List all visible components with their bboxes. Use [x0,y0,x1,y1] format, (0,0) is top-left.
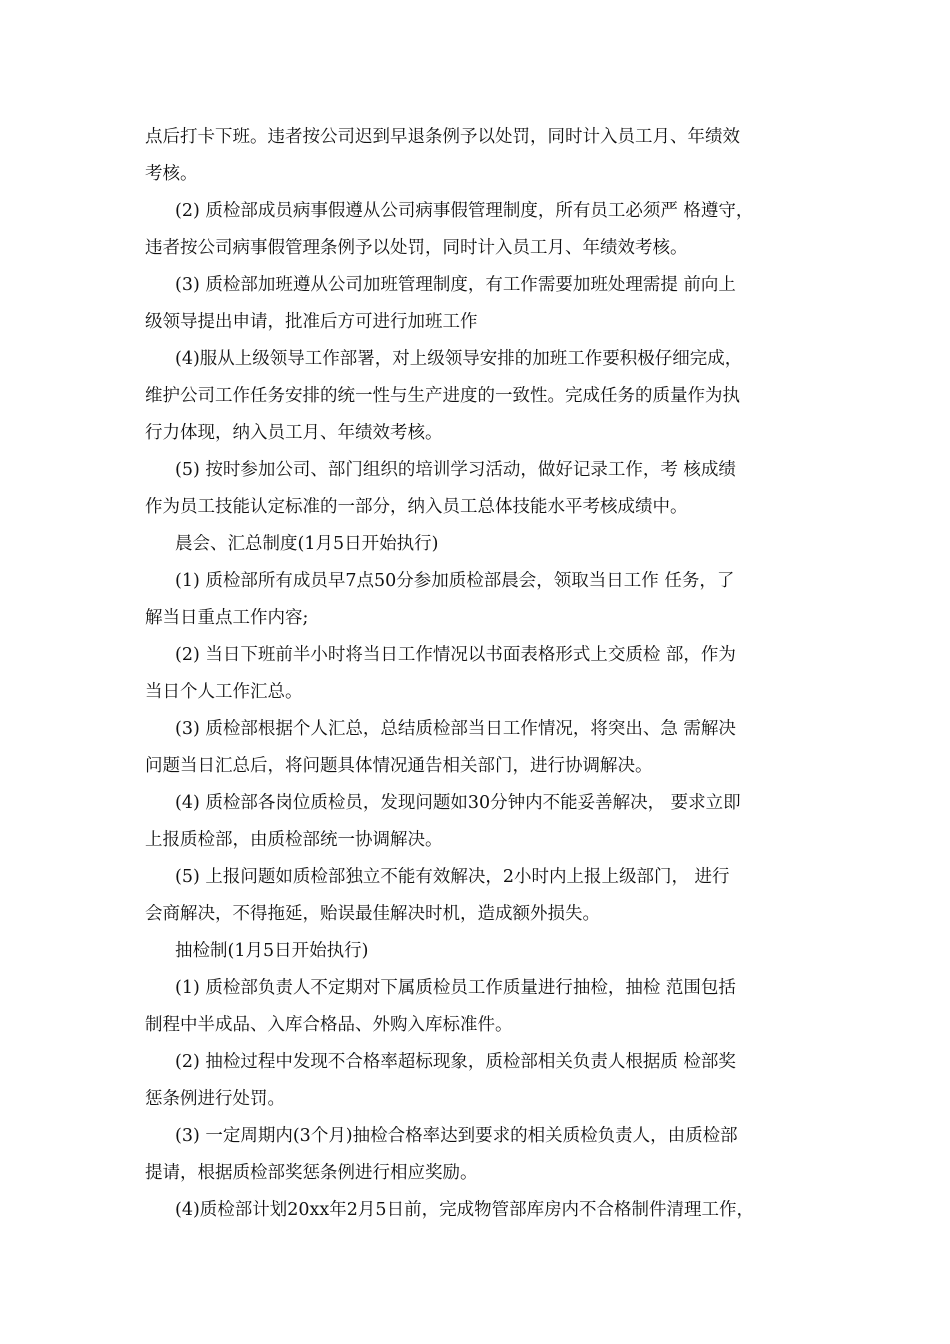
text-line: 当日个人工作汇总。 [145,682,303,702]
text-line: 提请，根据质检部奖惩条例进行相应奖励。 [145,1163,478,1183]
text-line: (4)质检部计划20xx年2月5日前，完成物管部库房内不合格制件清理工作， [175,1200,755,1220]
text-line: 惩条例进行处罚。 [145,1089,285,1109]
text-line: (3) 一定周期内(3个月)抽检合格率达到要求的相关质检负责人，由质检部 [175,1126,738,1146]
text-line: (3) 质检部根据个人汇总，总结质检部当日工作情况，将突出、急 需解决 [175,719,736,739]
text-line: 解当日重点工作内容; [145,608,309,628]
text-line: (4)服从上级领导工作部署，对上级领导安排的加班工作要积极仔细完成， [175,349,743,369]
section-heading: 晨会、汇总制度(1月5日开始执行) [175,534,439,554]
text-line: (2) 当日下班前半小时将当日工作情况以书面表格形式上交质检 部，作为 [175,645,736,665]
text-line: 点后打卡下班。违者按公司迟到早退条例予以处罚，同时计入员工月、年绩效 [145,127,740,147]
section-heading: 抽检制(1月5日开始执行) [175,941,369,961]
text-line: 行力体现，纳入员工月、年绩效考核。 [145,423,443,443]
text-line: 作为员工技能认定标准的一部分，纳入员工总体技能水平考核成绩中。 [145,497,688,517]
text-line: (2) 质检部成员病事假遵从公司病事假管理制度，所有员工必须严 格遵守， [175,201,754,221]
text-line: 违者按公司病事假管理条例予以处罚，同时计入员工月、年绩效考核。 [145,238,688,258]
text-line: (5) 按时参加公司、部门组织的培训学习活动，做好记录工作，考 核成绩 [175,460,736,480]
text-line: (4) 质检部各岗位质检员，发现问题如30分钟内不能妥善解决， 要求立即 [175,793,741,813]
text-line: 会商解决，不得拖延，贻误最佳解决时机，造成额外损失。 [145,904,600,924]
text-line: (5) 上报问题如质检部独立不能有效解决，2小时内上报上级部门， 进行 [175,867,730,887]
text-line: 级领导提出申请，批准后方可进行加班工作 [145,312,478,332]
document-body [145,119,825,1229]
text-line: 考核。 [145,164,198,184]
text-line: (1) 质检部所有成员早7点50分参加质检部晨会，领取当日工作 任务，了 [175,571,735,591]
text-line: 上报质检部，由质检部统一协调解决。 [145,830,443,850]
text-line: 维护公司工作任务安排的统一性与生产进度的一致性。完成任务的质量作为执 [145,386,740,406]
text-line: 制程中半成品、入库合格品、外购入库标准件。 [145,1015,513,1035]
text-line: (1) 质检部负责人不定期对下属质检员工作质量进行抽检，抽检 范围包括 [175,978,736,998]
text-line: (2) 抽检过程中发现不合格率超标现象，质检部相关负责人根据质 检部奖 [175,1052,736,1072]
text-line: (3) 质检部加班遵从公司加班管理制度，有工作需要加班处理需提 前向上 [175,275,736,295]
text-line: 问题当日汇总后，将问题具体情况通告相关部门，进行协调解决。 [145,756,653,776]
